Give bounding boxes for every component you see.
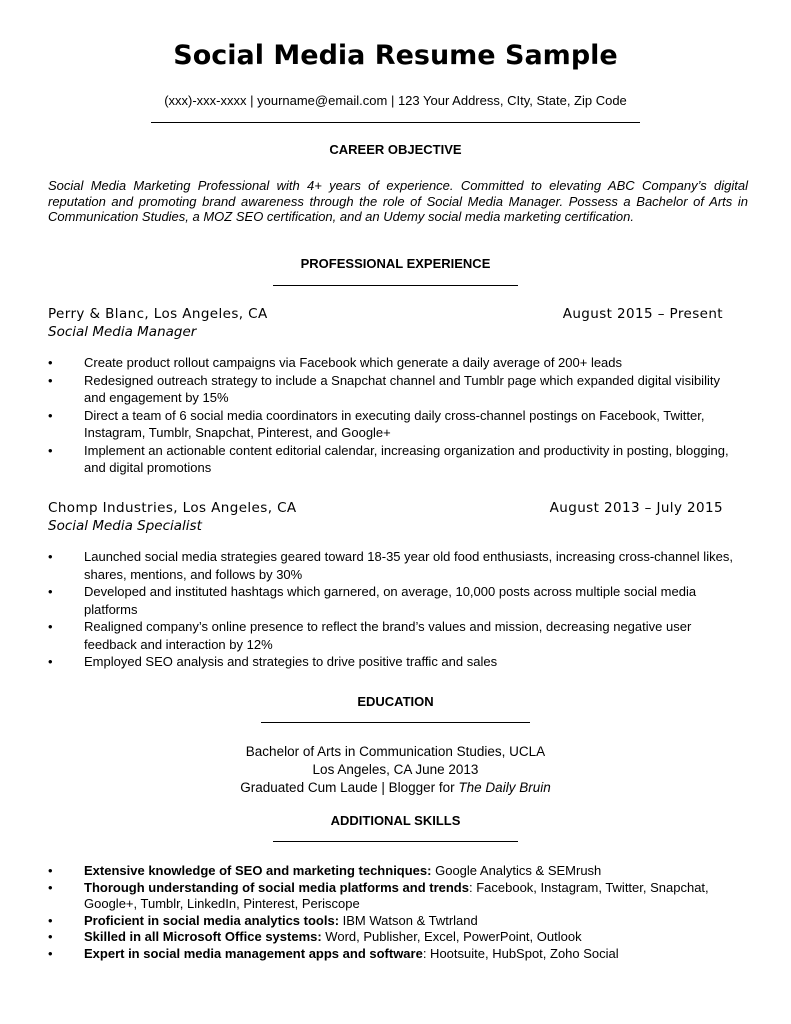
bullet-icon: • bbox=[48, 407, 53, 423]
list-item: • Create product rollout campaigns via Facebook which generate a daily average of 200+ leads bbox=[48, 355, 623, 370]
header-divider bbox=[151, 122, 640, 123]
job-bullets bbox=[48, 354, 744, 477]
list-item: • Extensive knowledge of SEO and marketing techniques: Google Analytics & SEMrush bbox=[48, 863, 602, 878]
skills-list bbox=[48, 863, 744, 962]
publication-name: The Daily Bruin bbox=[458, 780, 551, 795]
skills-heading: ADDITIONAL SKILLS bbox=[330, 813, 461, 828]
list-item: • Developed and instituted hashtags which garnered, on average, 10,000 posts across multiple social media platforms bbox=[48, 584, 697, 617]
education-location: Los Angeles, CA June 2013 bbox=[312, 762, 479, 777]
bullet-icon: • bbox=[48, 355, 53, 370]
job-bullets bbox=[48, 548, 744, 671]
bullet-icon: • bbox=[48, 372, 53, 388]
experience-heading: PROFESSIONAL EXPERIENCE bbox=[300, 256, 491, 271]
bullet-icon: • bbox=[48, 879, 53, 895]
list-item: • Launched social media strategies geared toward 18-35 year old food enthusiasts, increasing cross-channel likes, shares, mentions, and follows by 30% bbox=[48, 549, 733, 582]
list-item: • Proficient in social media analytics tools: IBM Watson & Twtrland bbox=[48, 912, 478, 928]
contact-line: (xxx)-xxx-xxxx | yourname@email.com | 123 Your Address, CIty, State, Zip Code bbox=[164, 93, 627, 108]
list-item: • Thorough understanding of social media platforms and trends: Facebook, Instagram, Twitter, Snapchat, Google+, Tumblr, LinkedIn, Pinterest, Periscope bbox=[48, 879, 709, 911]
bullet-icon: • bbox=[48, 945, 53, 961]
list-item: • Direct a team of 6 social media coordinators in executing daily cross-channel postings on Facebook, Twitter, Instagram, Tumblr, Snapchat, Pinterest, and Google+ bbox=[48, 407, 705, 440]
job-role: Social Media Manager bbox=[48, 324, 197, 340]
list-item: • Realigned company’s online presence to reflect the brand’s values and mission, decreasing negative user feedback and interaction by 12% bbox=[48, 619, 692, 652]
experience-divider bbox=[273, 285, 518, 286]
bullet-icon: • bbox=[48, 863, 53, 878]
job-company: Perry & Blanc, Los Angeles, CA bbox=[48, 306, 268, 322]
education-degree: Bachelor of Arts in Communication Studies, UCLA bbox=[245, 744, 546, 759]
list-item: • Skilled in all Microsoft Office systems: Word, Publisher, Excel, PowerPoint, Outlook bbox=[48, 929, 582, 944]
objective-text: Social Media Marketing Professional with 4+ years of experience. Committed to elevating ABC Company’s digital reputation and promoting brand awareness through the role of Social Media Manager. Possess a Bachelor of Arts in Communication Studies, a MOZ SEO certification, and an Udemy social media marketing certification. bbox=[48, 178, 748, 224]
bullet-icon: • bbox=[48, 442, 53, 458]
list-item: • Expert in social media management apps and software: Hootsuite, HubSpot, Zoho Social bbox=[48, 945, 619, 961]
education-honors: Graduated Cum Laude | Blogger for The Daily Bruin bbox=[240, 780, 551, 795]
page-title: Social Media Resume Sample bbox=[173, 40, 618, 71]
skills-divider bbox=[273, 841, 518, 842]
bullet-icon: • bbox=[48, 929, 53, 944]
list-item: • Redesigned outreach strategy to include a Snapchat channel and Tumblr page which expanded digital visibility and engagement by 15% bbox=[48, 372, 720, 405]
job-dates: August 2013 – July 2015 bbox=[549, 500, 723, 516]
bullet-icon: • bbox=[48, 654, 53, 669]
list-item: • Employed SEO analysis and strategies to drive positive traffic and sales bbox=[48, 654, 498, 669]
job-role: Social Media Specialist bbox=[48, 518, 202, 534]
bullet-icon: • bbox=[48, 619, 53, 634]
bullet-icon: • bbox=[48, 549, 53, 564]
education-heading: EDUCATION bbox=[357, 694, 434, 709]
bullet-icon: • bbox=[48, 584, 53, 599]
job-company: Chomp Industries, Los Angeles, CA bbox=[48, 500, 297, 516]
job-dates: August 2015 – Present bbox=[562, 306, 723, 322]
bullet-icon: • bbox=[48, 912, 53, 928]
education-divider bbox=[261, 722, 530, 723]
objective-heading: CAREER OBJECTIVE bbox=[329, 142, 462, 157]
list-item: • Implement an actionable content editorial calendar, increasing organization and productivity in posting, blogging, and digital promotions bbox=[48, 442, 729, 475]
